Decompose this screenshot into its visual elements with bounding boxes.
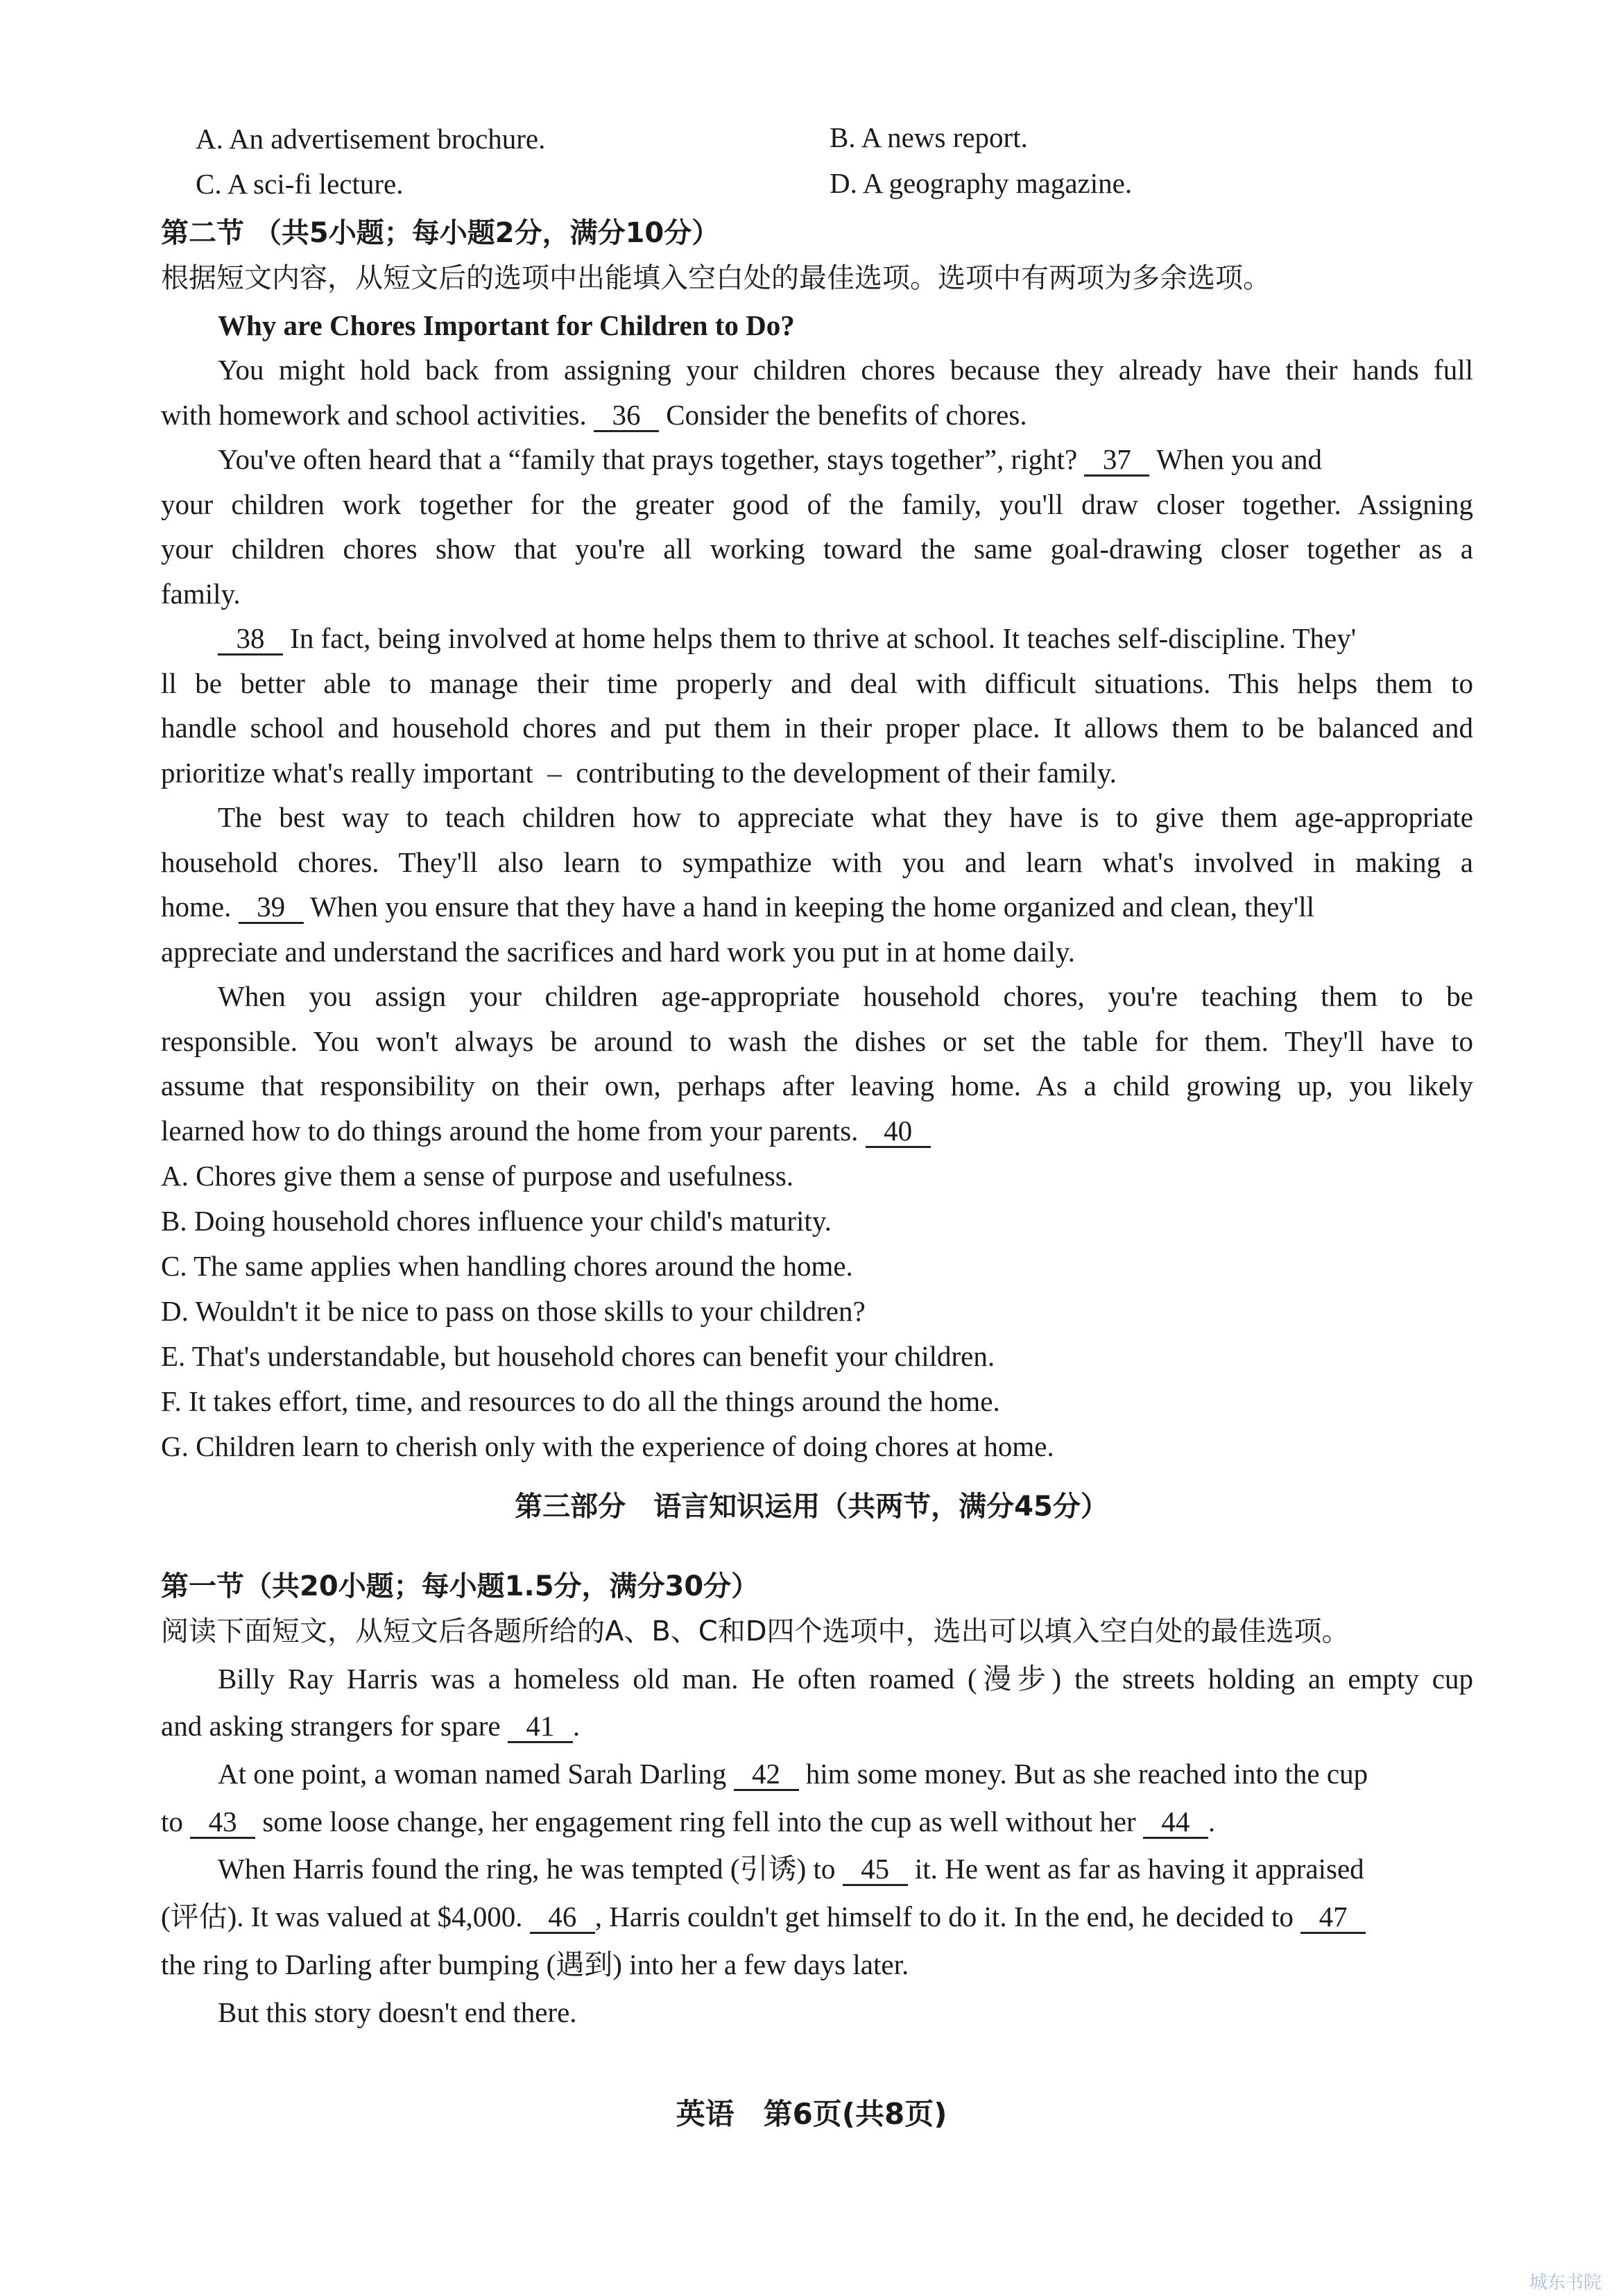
p4-line1: The best way to teach children how to appreciate what they have is to give them age-appropriate: [218, 801, 1473, 833]
q35-option-b: B. A news report.: [830, 121, 1028, 153]
p3-line1: 38 In fact, being involved at home helps them to thrive at school. It teaches self-discipline. They': [218, 619, 1473, 658]
blank-40: 40: [866, 1115, 931, 1148]
p5-line3: assume that responsibility on their own, perhaps after leaving home. As a child growing up, you likely: [161, 1070, 1473, 1102]
p1-line2: with homework and school activities. 36 Consider the benefits of chores.: [161, 399, 1027, 431]
p1-line1: You might hold back from assigning your children chores because they already have their hands full: [218, 354, 1473, 386]
passage-title: Why are Chores Important for Children to Do?: [218, 309, 795, 341]
p2-line2: your children work together for the greater good of the family, you'll draw closer together. Assigning: [161, 488, 1473, 520]
q35-option-d: D. A geography magazine.: [830, 167, 1133, 199]
page-footer: 英语 第6页(共8页): [676, 2097, 947, 2131]
story-p3-line1: When Harris found the ring, he was tempted (引诱) to 45 it. He went as far as having it appraised: [218, 1853, 1364, 1885]
p4-line2: household chores. They'll also learn to sympathize with you and learn what's involved in making a: [161, 846, 1473, 878]
p3-line4: prioritize what's really important – contributing to the development of their family.: [161, 757, 1117, 789]
p5-line4: learned how to do things around the home from your parents. 40: [161, 1111, 931, 1150]
blank-46: 46: [530, 1901, 595, 1934]
option-f: F. It takes effort, time, and resources to do all the things around the home.: [161, 1385, 1000, 1417]
p3-line2: ll be better able to manage their time properly and deal with difficult situations. This helps them to: [161, 667, 1473, 699]
blank-36: 36: [594, 400, 659, 432]
blank-45: 45: [843, 1853, 908, 1886]
option-a: A. Chores give them a sense of purpose and usefulness.: [161, 1160, 794, 1192]
blank-39: 39: [239, 891, 304, 924]
section2-heading: 第二节 （共5小题；每小题2分，满分10分）: [161, 217, 720, 249]
p2-line1: You've often heard that a “family that prays together, stays together”, right? 37 When you and: [218, 443, 1323, 475]
p3-line3: handle school and household chores and put them in their proper place. It allows them to be balanced and: [161, 712, 1473, 744]
p4-line3: home. 39 When you ensure that they have a hand in keeping the home organized and clean, they'll: [161, 891, 1315, 923]
story-p1-line2: and asking strangers for spare 41 .: [161, 1710, 581, 1742]
option-c: C. The same applies when handling chores around the home.: [161, 1250, 853, 1282]
blank-37: 37: [1084, 444, 1149, 477]
blank-42: 42: [734, 1758, 799, 1791]
blank-43: 43: [190, 1806, 255, 1839]
p2-line3: your children chores show that you're all working toward the same goal-drawing closer together as a: [161, 533, 1473, 565]
option-e: E. That's understandable, but household chores can benefit your children.: [161, 1340, 995, 1372]
blank-41: 41: [508, 1711, 573, 1743]
story-p3-line2: (评估). It was valued at $4,000. 46 , Harris couldn't get himself to do it. In the end, he decided to 47: [161, 1897, 1366, 1936]
blank-47: 47: [1300, 1901, 1366, 1934]
story-p2-line2: to 43 some loose change, her engagement ring fell into the cup as well without her 44 .: [161, 1806, 1216, 1837]
p5-line1: When you assign your children age-appropriate household chores, you're teaching them to be: [218, 980, 1473, 1012]
option-b: B. Doing household chores influence your child's maturity.: [161, 1205, 832, 1237]
p4-line4: appreciate and understand the sacrifices and hard work you put in at home daily.: [161, 936, 1075, 968]
watermark: 城东书院: [1529, 2272, 1602, 2293]
story-p4: But this story doesn't end there.: [218, 1996, 577, 2028]
part3-section1-heading: 第一节（共20小题；每小题1.5分，满分30分）: [161, 1570, 759, 1602]
option-d: D. Wouldn't it be nice to pass on those skills to your children?: [161, 1295, 866, 1327]
part3-instruction: 阅读下面短文，从短文后各题所给的A、B、C和D四个选项中，选出可以填入空白处的最佳选项。: [161, 1616, 1350, 1647]
section2-instruction: 根据短文内容，从短文后的选项中出能填入空白处的最佳选项。选项中有两项为多余选项。: [161, 262, 1271, 294]
story-p1-line1: Billy Ray Harris was a homeless old man. He often roamed (漫步) the streets holding an empty cup: [218, 1663, 1473, 1695]
p5-line2: responsible. You won't always be around to wash the dishes or set the table for them. They'll have to: [161, 1025, 1473, 1057]
p2-line4: family.: [161, 578, 241, 610]
story-p2-line1: At one point, a woman named Sarah Darling 42 him some money. But as she reached into the cup: [218, 1758, 1368, 1790]
q35-option-c: C. A sci-fi lecture.: [196, 168, 404, 200]
q35-option-a: A. An advertisement brochure.: [196, 123, 546, 155]
option-g: G. Children learn to cherish only with the experience of doing chores at home.: [161, 1430, 1054, 1462]
story-p3-line3: the ring to Darling after bumping (遇到) into her a few days later.: [161, 1948, 909, 1980]
part3-heading: 第三部分 语言知识运用（共两节，满分45分）: [515, 1491, 1108, 1523]
blank-38: 38: [218, 623, 283, 656]
blank-44: 44: [1143, 1806, 1208, 1839]
